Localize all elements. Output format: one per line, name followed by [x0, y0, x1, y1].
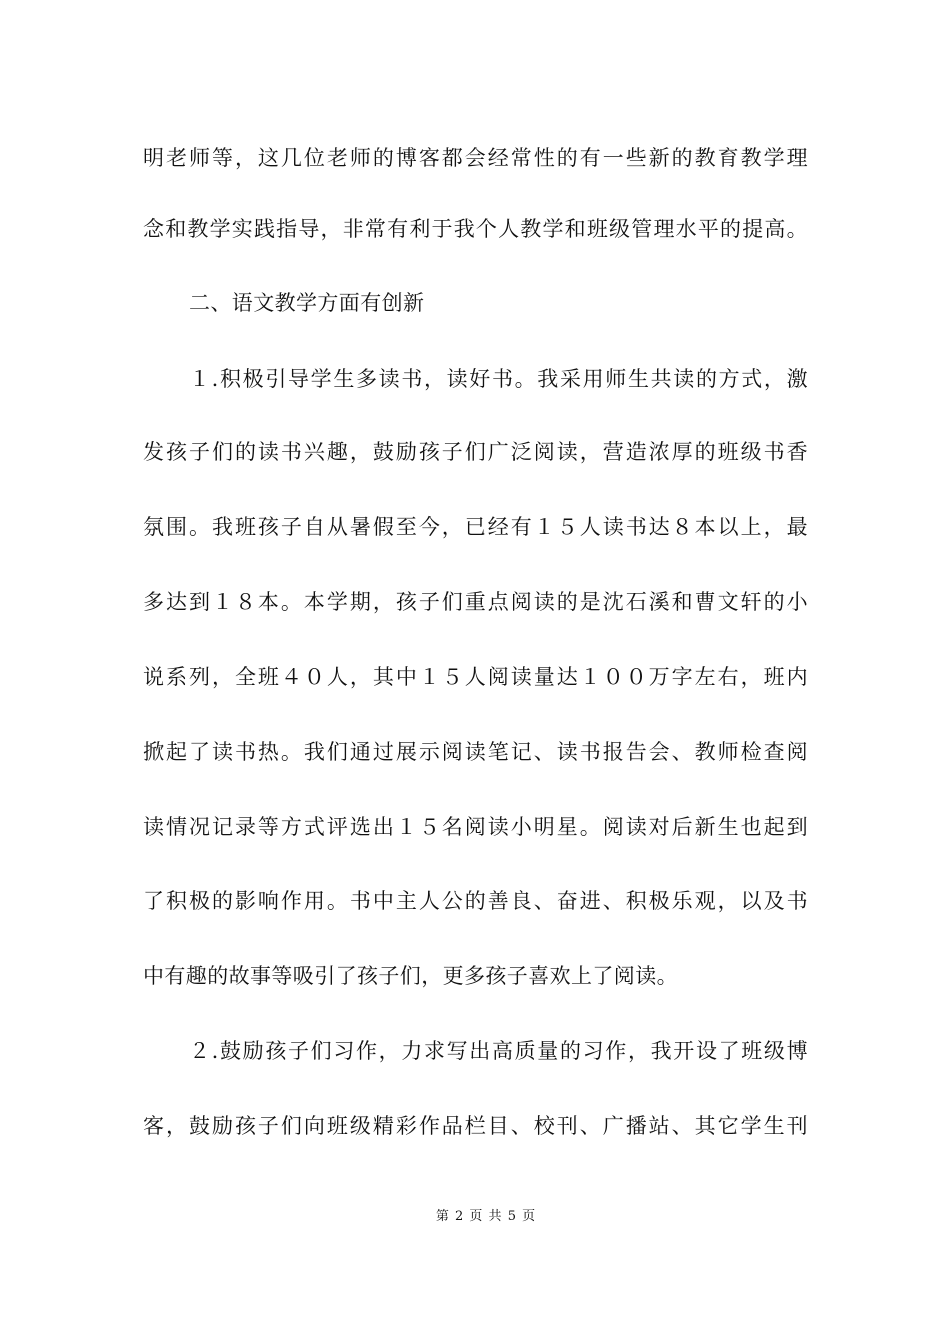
- text-line: 明老师等，这几位老师的博客都会经常性的有一些新的教育教学理: [143, 146, 808, 170]
- text-line: 了积极的影响作用。书中主人公的善良、奋进、积极乐观，以及书: [143, 889, 808, 913]
- text-line: 氛围。我班孩子自从暑假至今，已经有１５人读书达８本以上，最: [143, 515, 808, 539]
- text-line: ２.鼓励孩子们习作，力求写出高质量的习作，我开设了班级博: [189, 1039, 808, 1063]
- text-line: 发孩子们的读书兴趣，鼓励孩子们广泛阅读，营造浓厚的班级书香: [143, 440, 808, 464]
- text-line: １.积极引导学生多读书，读好书。我采用师生共读的方式，激: [189, 367, 808, 391]
- text-line: 客，鼓励孩子们向班级精彩作品栏目、校刊、广播站、其它学生刊: [143, 1114, 808, 1138]
- text-line: 掀起了读书热。我们通过展示阅读笔记、读书报告会、教师检查阅: [143, 740, 808, 764]
- text-line: 中有趣的故事等吸引了孩子们，更多孩子喜欢上了阅读。: [143, 964, 678, 988]
- text-line: 多达到１８本。本学期，孩子们重点阅读的是沈石溪和曹文轩的小: [143, 590, 808, 614]
- section-heading: 二、语文教学方面有创新: [189, 291, 425, 315]
- text-line: 读情况记录等方式评选出１５名阅读小明星。阅读对后新生也起到: [143, 815, 808, 839]
- text-line: 说系列，全班４０人，其中１５人阅读量达１００万字左右，班内: [143, 665, 808, 689]
- page-number-footer: 第 2 页 共 5 页: [435, 1209, 537, 1224]
- text-line: 念和教学实践指导，非常有利于我个人教学和班级管理水平的提高。: [143, 217, 808, 241]
